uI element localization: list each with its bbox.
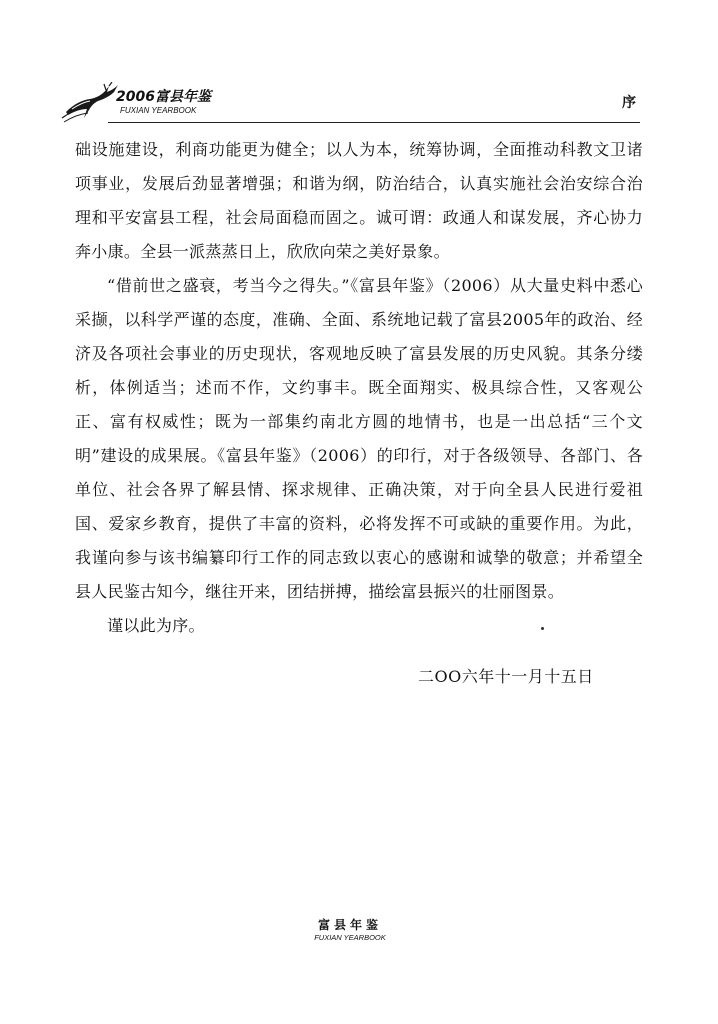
- page-header: [60, 80, 640, 128]
- footer-title: 富县年鉴: [317, 918, 382, 932]
- yearbook-subtitle: FUXIAN YEARBOOK: [120, 106, 197, 115]
- paragraph-closing: 谨以此为序。: [107, 616, 205, 635]
- paragraph-continuation: 础设施建设，利商功能更为健全；以人为本，统筹协调，全面推动科教文卫诸项事业，发展后劲显著增强；和谐为纲，防治结合，认真实施社会治安综合治理和平安富县工程，社会局面稳而固之。诚可谓：政通人和谋发展，齐心协力奔小康。全县一派蒸蒸日上，欣欣向荣之美好景象。: [75, 140, 643, 261]
- signature-date: 二OO六年十一月十五日: [418, 667, 594, 686]
- section-label: 序: [622, 95, 636, 111]
- header-divider: [108, 122, 640, 123]
- yearbook-title: 2006富县年鉴: [116, 89, 211, 105]
- paragraph-main: “借前世之盛衰，考当今之得失。”《富县年鉴》（2006）从大量史料中悉心采撷，以科学严谨的态度，准确、全面、系统地记载了富县2005年的政治、经济及各项社会事业的历史现状，客观地反映了富县发展的历史风貌。其条分缕析，体例适当；述而不作，文约事丰。既全面翔实、极具综合性，又客观公正、富有权威性；既为一部集约南北方圆的地情书，也是一出总括“三个文明”建设的成果展。《富县年鉴》（2006）的印行，对于各级领导、各部门、各单位、社会各界了解县情、探求规律、正确决策，对于向全县人民进行爱祖国、爱家乡教育，提供了丰富的资料，必将发挥不可或缺的重要作用。为此，我谨向参与该书编纂印行工作的同志致以衷心的感谢和诚挚的敬意；并希望全县人民鉴古知今，继往开来，团结拼搏，描绘富县振兴的壮丽图景。: [75, 276, 643, 601]
- preface-body: [75, 133, 643, 643]
- deer-logo-icon: [60, 82, 120, 124]
- page-footer: [300, 917, 400, 943]
- footer-subtitle: FUXIAN YEARBOOK: [314, 933, 386, 942]
- stray-mark: [541, 627, 544, 630]
